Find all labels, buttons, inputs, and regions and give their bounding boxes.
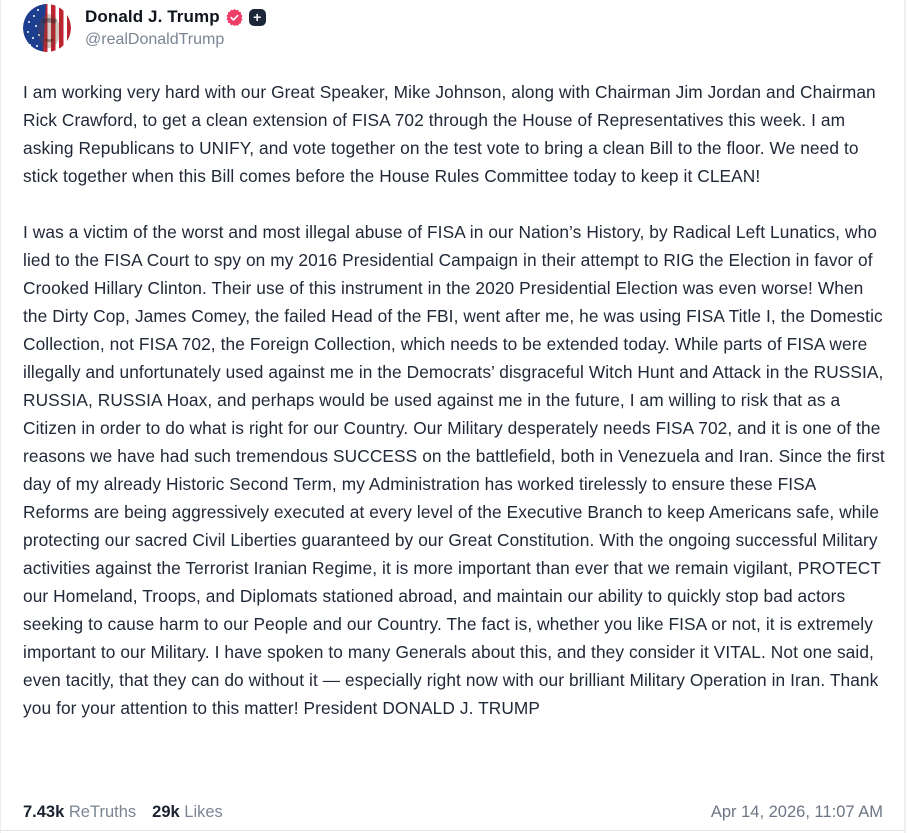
likes-count: 29k <box>152 802 180 821</box>
post-footer <box>1 797 905 827</box>
post-paragraph-2: I was a victim of the worst and most illegal abuse of FISA in our Nation’s History, by Radical Left Lunatics, who lied to the FISA Court to spy on my 2016 Presidential Campaign in their attempt to RIG the Election in favor of Crooked Hillary Clinton. Their use of this instrument in the 2020 Presidential Election was even worse! When the Dirty Cop, James Comey, the failed Head of the FBI, went after me, he was using FISA Title I, the Domestic Collection, not FISA 702, the Foreign Collection, which needs to be extended today. While parts of FISA were illegally and unfortunately used against me in the Democrats’ disgraceful Witch Hunt and Attack in the RUSSIA, RUSSIA, RUSSIA Hoax, and perhaps would be used against me in the future, I am willing to risk that as a Citizen in order to do what is right for our Country. Our Military desperately needs FISA 702, and it is one of the reasons we have had such tremendous SUCCESS on the battlefield, both in Venezuela and Iran. Since the first day of my already Historic Second Term, my Administration has worked tirelessly to ensure these FISA Reforms are being aggressively executed at every level of the Executive Branch to keep Americans safe, while protecting our sacred Civil Liberties guaranteed by our Great Constitution. With the ongoing successful Military activities against the Terrorist Iranian Regime, it is more important than ever that we remain vigilant, PROTECT our Homeland, Troops, and Diplomats stationed abroad, and maintain our ability to quickly stop bad actors seeking to cause harm to our People and our Country. The fact is, whether you like FISA or not, it is extremely important to our Military. I have spoken to many Generals about this, and they consider it VITAL. Not one said, even tacitly, that they can do without it — especially right now with our brilliant Military Operation in Iran. Thank you for your attention to this matter! President DONALD J. TRUMP <box>23 222 885 718</box>
display-name[interactable]: Donald J. Trump <box>85 7 220 26</box>
post-header <box>1 0 905 52</box>
verified-badge-icon <box>226 9 243 26</box>
bottom-divider <box>1 830 905 831</box>
post-stats <box>23 803 223 822</box>
retruths-label: ReTruths <box>68 802 137 821</box>
right-edge-line <box>904 0 905 833</box>
flag-face-avatar-image <box>23 4 71 52</box>
retruths-count: 7.43k <box>23 802 65 821</box>
avatar[interactable] <box>23 4 71 52</box>
user-handle[interactable]: @realDonaldTrump <box>85 31 225 48</box>
likes-label: Likes <box>184 802 223 821</box>
name-row <box>85 7 266 27</box>
plus-badge-icon: + <box>249 9 266 26</box>
retruths-stat[interactable] <box>23 803 136 822</box>
likes-stat[interactable] <box>152 803 223 822</box>
post-paragraph-1: I am working very hard with our Great Speaker, Mike Johnson, along with Chairman Jim Jordan and Chairman Rick Crawford, to get a clean extension of FISA 702 through the House of Representatives this week. I am asking Republicans to UNIFY, and vote together on the test vote to bring a clean Bill to the floor. We need to stick together when this Bill comes before the House Rules Committee today to keep it CLEAN! <box>23 82 876 186</box>
post-body <box>1 78 905 722</box>
identity-block <box>85 4 266 49</box>
timestamp[interactable]: Apr 14, 2026, 11:07 AM <box>710 802 883 821</box>
